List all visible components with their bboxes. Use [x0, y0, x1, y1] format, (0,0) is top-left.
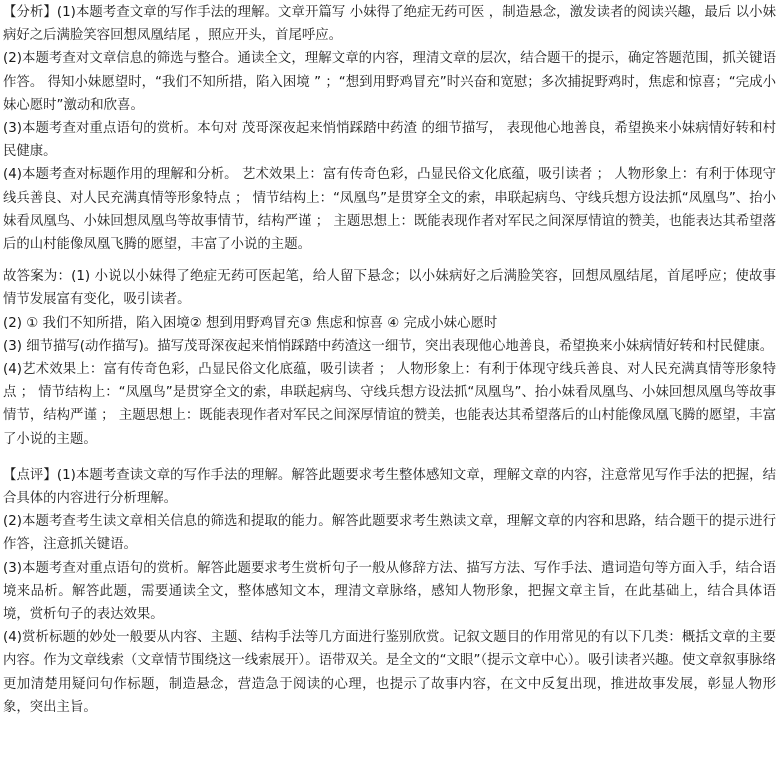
analysis-paragraph-4: (4)本题考查对标题作用的理解和分析。 艺术效果上：富有传奇色彩，凸显民俗文化底蕴，吸引读者 ； 人物形象上：有利于体现守线兵善良、对人民充满真情等形象特点 ； 情节结构上：“凤凰鸟”是贯穿全文的索，串联起病鸟、守线兵想方设法抓“凤凰鸟”、抬小妹看凤凰鸟、小妹回想凤凰鸟等故事情节，结构严谨 ； 主题思想上：既能表现作者对军民之间深厚情谊的赞美，也能表达其希望落后的山村能像凤凰飞腾的愿望，丰富了小说的主题。 [3, 167, 776, 253]
comment-paragraph-4: (4)赏析标题的妙处一般要从内容、主题、结构手法等几方面进行鉴别欣赏。记叙文题目的作用常见的有以下几类：概括文章的主要内容。作为文章线索（文章情节围绕这一线索展开）。语带双关。是全文的“文眼”（提示文章中心）。吸引读者兴趣。使文章叙事脉络更加清楚用疑问句作标题，制造悬念，营造急于阅读的心理，也提示了故事内容，在文中反复出现，推进故事发展，彰显人物形象，突出主旨。 [3, 630, 776, 715]
comment-paragraph-1: 【点评】(1)本题考查读文章的写作手法的理解。解答此题要求考生整体感知文章，理解文章的内容，注意常见写作手法的把握，结合具体的内容进行分析理解。 [3, 467, 776, 507]
answer-paragraph-4: (4)艺术效果上：富有传奇色彩，凸显民俗文化底蕴，吸引读者 ； 人物形象上：有利于体现守线兵善良、对人民充满真情等形象特点 ； 情节结构上：“凤凰鸟”是贯穿全文的索，串联起病鸟、守线兵想方设法抓“凤凰鸟”、抬小妹看凤凰鸟、小妹回想凤凰鸟等故事情节，结构严谨 ； 主题思想上：既能表现作者对军民之间深厚情谊的赞美，也能表达其希望落后的山村能像凤凰飞腾的愿望，丰富了小说的主题。 [3, 362, 776, 447]
analysis-paragraph-3: (3)本题考查对重点语句的赏析。本句对 茂哥深夜起来悄悄踩踏中药渣 的细节描写， 表现他心地善良，希望换来小妹病情好转和村民健康。 [3, 121, 776, 160]
answer-section [3, 265, 776, 451]
answer-paragraph-2: (2) ① 我们不知所措，陷入困境② 想到用野鸡冒充③ 焦虑和惊喜 ④ 完成小妹心愿时 [3, 315, 498, 331]
answer-paragraph-3: (3) 细节描写(动作描写)。描写茂哥深夜起来悄悄踩踏中药渣这一细节，突出表现他心地善良，希望换来小妹病情好转和村民健康。 [3, 338, 774, 354]
analysis-section [3, 1, 776, 256]
comment-paragraph-2: (2)本题考查考生读文章相关信息的筛选和提取的能力。解答此题要求考生熟读文章，理解文章的内容和思路，结合题干的提示进行作答，注意抓关键语。 [3, 514, 776, 553]
analysis-paragraph-2: (2)本题考查对文章信息的筛选与整合。通读全文，理解文章的内容，理清文章的层次，结合题干的提示，确定答题范围，抓关键语作答。 得知小妹愿望时，“我们不知所措，陷入困境 ” ；“想到用野鸡冒充”时兴奋和宽慰；多次捕捉野鸡时，焦虑和惊喜；“完成小妹心愿时”激动和欣喜。 [3, 51, 776, 113]
section-spacer [3, 256, 776, 265]
comment-section [3, 464, 776, 719]
analysis-paragraph-1: 【分析】(1)本题考查文章的写作手法的理解。文章开篇写 小妹得了绝症无药可医 ，制造悬念，激发读者的阅读兴趣，最后 以小妹病好之后满脸笑容回想凤凰结尾 ，照应开头，首尾呼应。 [3, 5, 776, 44]
answer-paragraph-1: 故答案为：(1) 小说以小妹得了绝症无药可医起笔，给人留下悬念；以小妹病好之后满脸笑容，回想凤凰结尾，首尾呼应；使故事情节发展富有变化，吸引读者。 [3, 269, 776, 308]
comment-paragraph-3: (3)本题考查对重点语句的赏析。解答此题要求考生赏析句子一般从修辞方法、描写方法、写作手法、遣词造句等方面入手，结合语境来品析。解答此题，需要通读全文，整体感知文本，理清文章脉络，感知人物形象，把握文章主旨，在此基础上，结合具体语境，赏析句子的表达效果。 [3, 560, 776, 623]
section-spacer [3, 451, 776, 464]
